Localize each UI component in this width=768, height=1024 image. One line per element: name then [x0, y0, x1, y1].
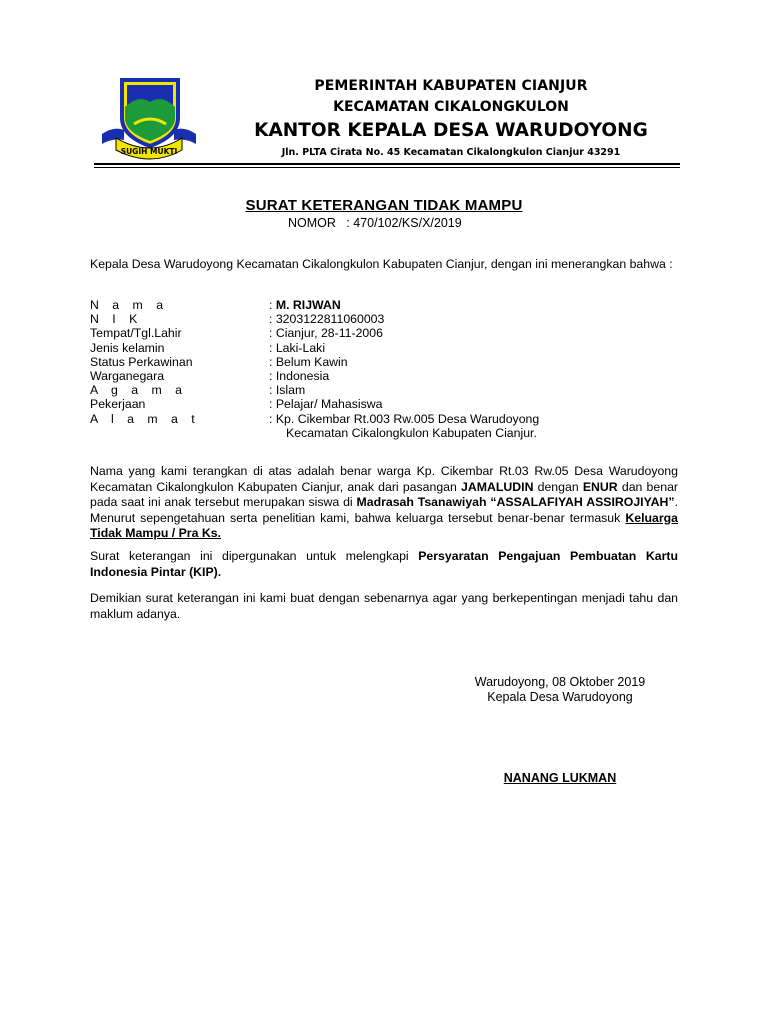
field-label: Status Perkawinan [90, 354, 193, 369]
field-label: Tempat/Tgl.Lahir [90, 326, 182, 341]
purpose-text: Persyaratan Pengajuan Pembuatan Kartu Indonesia Pintar (KIP). [90, 549, 678, 579]
father-name: JAMALUDIN [461, 479, 534, 494]
field-value: : M. RIJWAN [269, 298, 341, 312]
place-date: Warudoyong, 08 Oktober 2019 [474, 675, 646, 689]
field-label: Jenis kelamin [90, 340, 165, 355]
letterhead-rule-thin [94, 167, 680, 168]
address-continuation: Kecamatan Cikalongkulon Kabupaten Cianjur. [286, 426, 537, 440]
intro-paragraph: Kepala Desa Warudoyong Kecamatan Cikalongkulon Kabupaten Cianjur, dengan ini menerangkan bahwa : [90, 257, 673, 271]
field-label: N I K [90, 312, 143, 327]
signatory-name: NANANG LUKMAN [503, 771, 617, 785]
family-status: Keluarga Tidak Mampu / Pra Ks. [90, 510, 678, 540]
letter-number: NOMOR : 470/102/KS/X/2019 [288, 216, 462, 230]
field-value: : Pelajar/ Mahasiswa [269, 397, 383, 412]
field-label: A l a m a t [90, 411, 200, 426]
field-value: : Islam [269, 383, 306, 398]
field-label: A g a m a [90, 383, 187, 398]
letterhead-rule-thick [94, 163, 680, 165]
purpose-paragraph: Surat keterangan ini dipergunakan untuk melengkapi Persyaratan Pengajuan Pembuatan Kartu Indonesia Pintar (KIP). [90, 549, 678, 579]
field-value: : Laki-Laki [269, 340, 326, 355]
field-value: : Belum Kawin [269, 354, 348, 369]
village-emblem-logo [94, 74, 204, 164]
field-label: Warganegara [90, 368, 165, 383]
closing-paragraph: Demikian surat keterangan ini kami buat dengan sebenarnya agar yang berkepentingan menjadi tahu dan maklum adanya. [90, 591, 678, 621]
field-value: : Kp. Cikembar Rt.003 Rw.005 Desa Warudoyong [269, 411, 540, 426]
field-label: Pekerjaan [90, 397, 146, 412]
government-name: PEMERINTAH KABUPATEN CIANJUR [314, 78, 588, 94]
emblem-motto-text: SUGIH MUKTI [120, 147, 178, 156]
mother-name: ENUR [582, 479, 618, 494]
district-name: KECAMATAN CIKALONGKULON [333, 99, 569, 115]
statement-paragraph: Nama yang kami terangkan di atas adalah benar warga Kp. Cikembar Rt.03 Rw.05 Desa Warudoyong Kecamatan Cikalongkulon Kabupaten Cianjur, anak dari pasangan JAMALUDIN dengan ENUR dan benar pada saat ini anak tersebut merupakan siswa di Madrasah Tsanawiyah “ASSALAFIYAH ASSIROJIYAH”. Menurut sepengetahuan serta penelitian kami, bahwa keluarga tersebut benar-benar termasuk Keluarga Tidak Mampu / Pra Ks. [90, 464, 678, 540]
signatory-position: Kepala Desa Warudoyong [487, 690, 633, 704]
field-value: : Cianjur, 28-11-2006 [269, 326, 383, 341]
school-name: Madrasah Tsanawiyah “ASSALAFIYAH ASSIROJIYAH” [356, 495, 675, 509]
field-value: : Indonesia [269, 368, 330, 383]
office-name: KANTOR KEPALA DESA WARUDOYONG [254, 120, 648, 141]
letterhead [222, 76, 680, 162]
field-value: : 3203122811060003 [269, 312, 385, 327]
field-label: N a m a [90, 298, 169, 312]
office-address: Jln. PLTA Cirata No. 45 Kecamatan Cikalongkulon Cianjur 43291 [281, 147, 621, 158]
letter-title: SURAT KETERANGAN TIDAK MAMPU [245, 197, 523, 214]
